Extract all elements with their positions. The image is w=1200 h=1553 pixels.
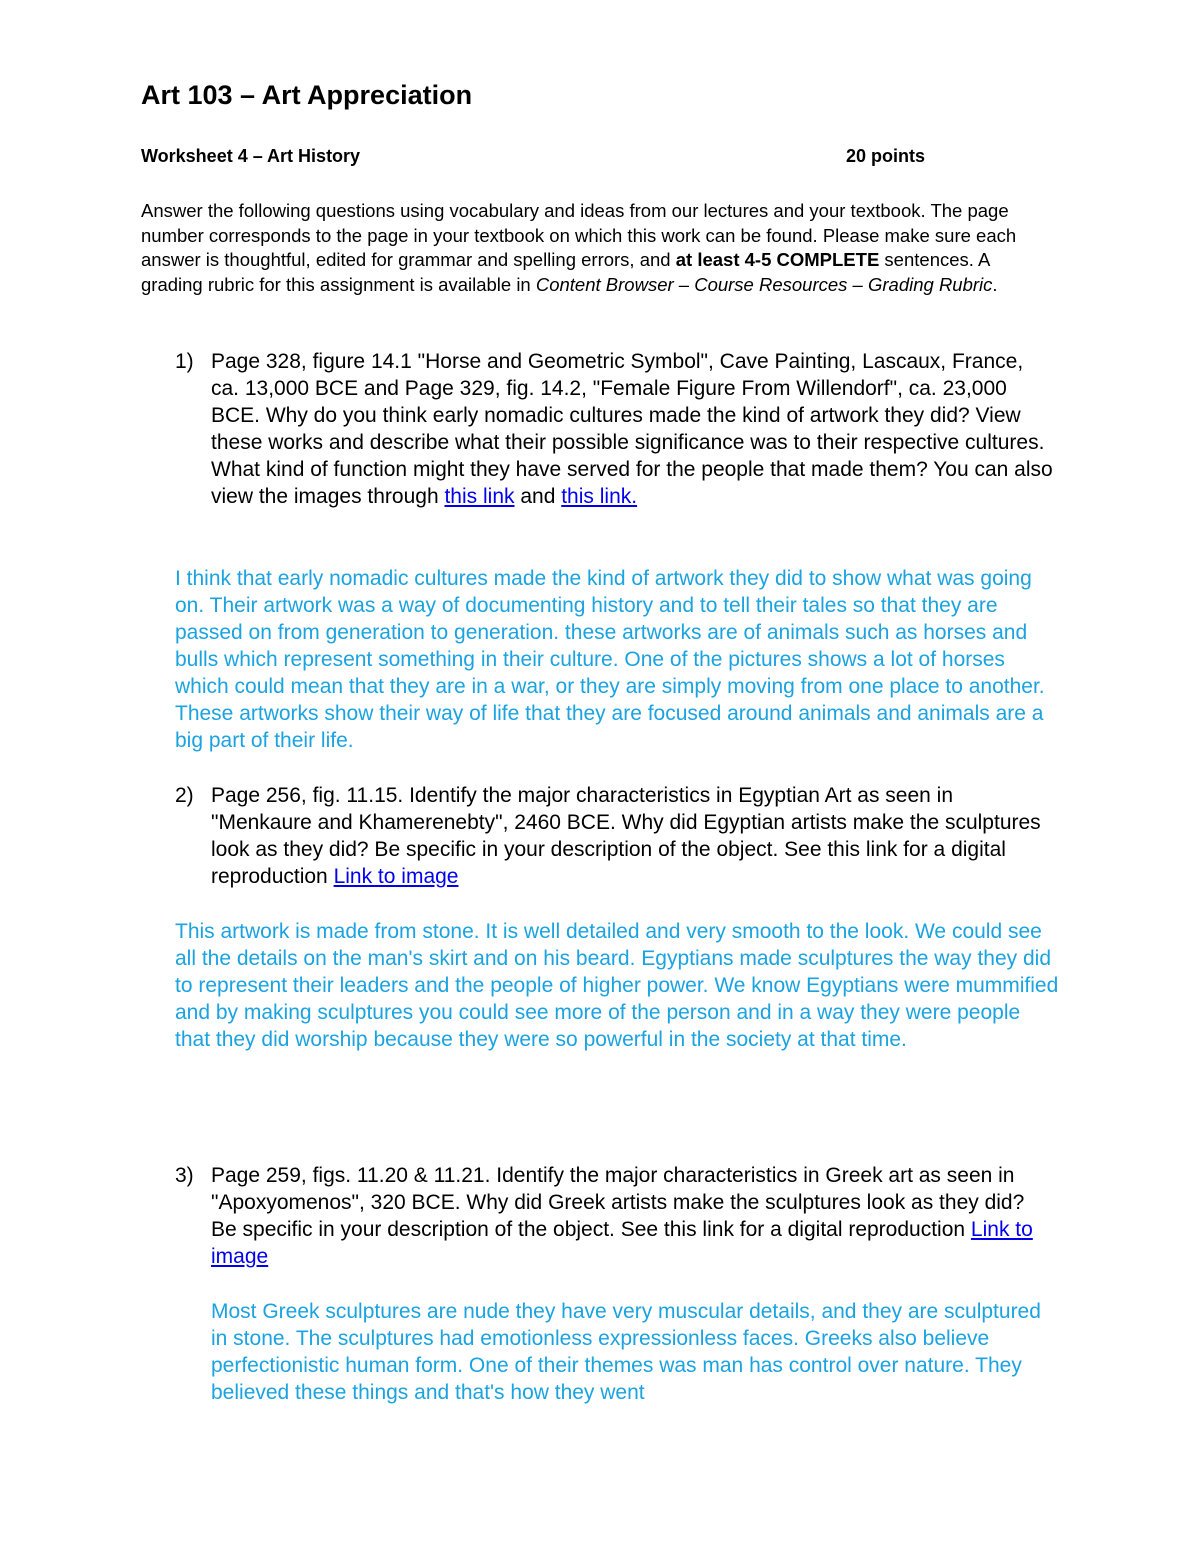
image-link[interactable]: Link to image — [211, 1218, 1033, 1268]
question-number: 2) — [175, 784, 194, 807]
question-prompt: Page 256, fig. 11.15. Identify the major characteristics in Egyptian Art as seen in "Menkaure and Khamerenebty", 2460 BCE. Why did Egyptian artists make the sculptures look as they did? Be specific in your description of the object. See this link for a digital reproduction — [211, 784, 1041, 888]
rubric-location: Content Browser – Course Resources – Grading Rubric — [535, 273, 993, 295]
answer-2: This artwork is made from stone. It is well detailed and very smooth to the look. We could see all the details on the man's skirt and on his beard. Egyptians made sculptures the way they did to represent their leaders and the people of higher power. We know Egyptians were mummified and by making sculptures you could see more of the person and in a way they were people that they did worship because they were so powerful in the society at that time. — [175, 920, 1059, 1051]
answer-3: Most Greek sculptures are nude they have very muscular details, and they are sculptured in stone. The sculptures had emotionless expressionless faces. Greeks also believe perfectionistic human form. One of their themes was man has control over nature. They believed these things and that's how they went — [211, 1300, 1041, 1404]
instructions-paragraph — [141, 199, 1051, 297]
image-link-2[interactable]: this link. — [561, 485, 638, 508]
worksheet-header — [141, 146, 941, 167]
image-link-1[interactable]: this link — [444, 485, 515, 508]
question-text — [211, 782, 1055, 890]
instructions-text-3: . — [992, 273, 998, 295]
document-title: Art 103 – Art Appreciation — [141, 80, 473, 110]
question-connector: and — [514, 485, 562, 508]
question-3 — [175, 1162, 1055, 1270]
question-text — [211, 348, 1055, 510]
question-prompt: Page 328, figure 14.1 "Horse and Geometric Symbol", Cave Painting, Lascaux, France, ca. 13,000 BCE and Page 329, fig. 14.2, "Female Figure From Willendorf", ca. 23,000 BCE. Why do you think early nomadic cultures made the kind of artwork they did? View these works and describe what their possible significance was to their respective cultures. What kind of function might they have served for the people that made them? You can also view the images through — [211, 350, 1053, 508]
question-number: 3) — [175, 1164, 194, 1187]
answer-1: I think that early nomadic cultures made the kind of artwork they did to show what was going on. Their artwork was a way of documenting history and to tell their tales so that they are passed on from generation to generation. these artworks are of animals such as horses and bulls which represent something in their culture. One of the pictures shows a lot of horses which could mean that they are in a war, or they are simply moving from one place to another. These artworks show their way of life that they are focused around animals and animals are a big part of their life. — [175, 567, 1045, 752]
question-number: 1) — [175, 350, 194, 373]
worksheet-label: Worksheet 4 – Art History — [141, 146, 361, 166]
points-label: 20 points — [846, 146, 926, 166]
question-prompt: Page 259, figs. 11.20 & 11.21. Identify the major characteristics in Greek art as seen in "Apoxyomenos", 320 BCE. Why did Greek artists make the sculptures look as they did? Be specific in your description of the object. See this link for a digital reproduction — [211, 1164, 1025, 1241]
image-link[interactable]: Link to image — [333, 865, 459, 888]
instructions-text-2: sentences. A grading rubric for this assignment is available in — [141, 249, 990, 295]
question-1 — [175, 348, 1055, 510]
question-2 — [175, 782, 1055, 890]
instructions-emphasis: at least 4-5 COMPLETE — [675, 249, 880, 270]
question-text — [211, 1162, 1055, 1270]
instructions-text-1: Answer the following questions using vocabulary and ideas from our lectures and your textbook. The page number corresponds to the page in your textbook on which this work can be found. Please make sure each answer is thoughtful, edited for grammar and spelling errors, and — [141, 200, 1017, 270]
